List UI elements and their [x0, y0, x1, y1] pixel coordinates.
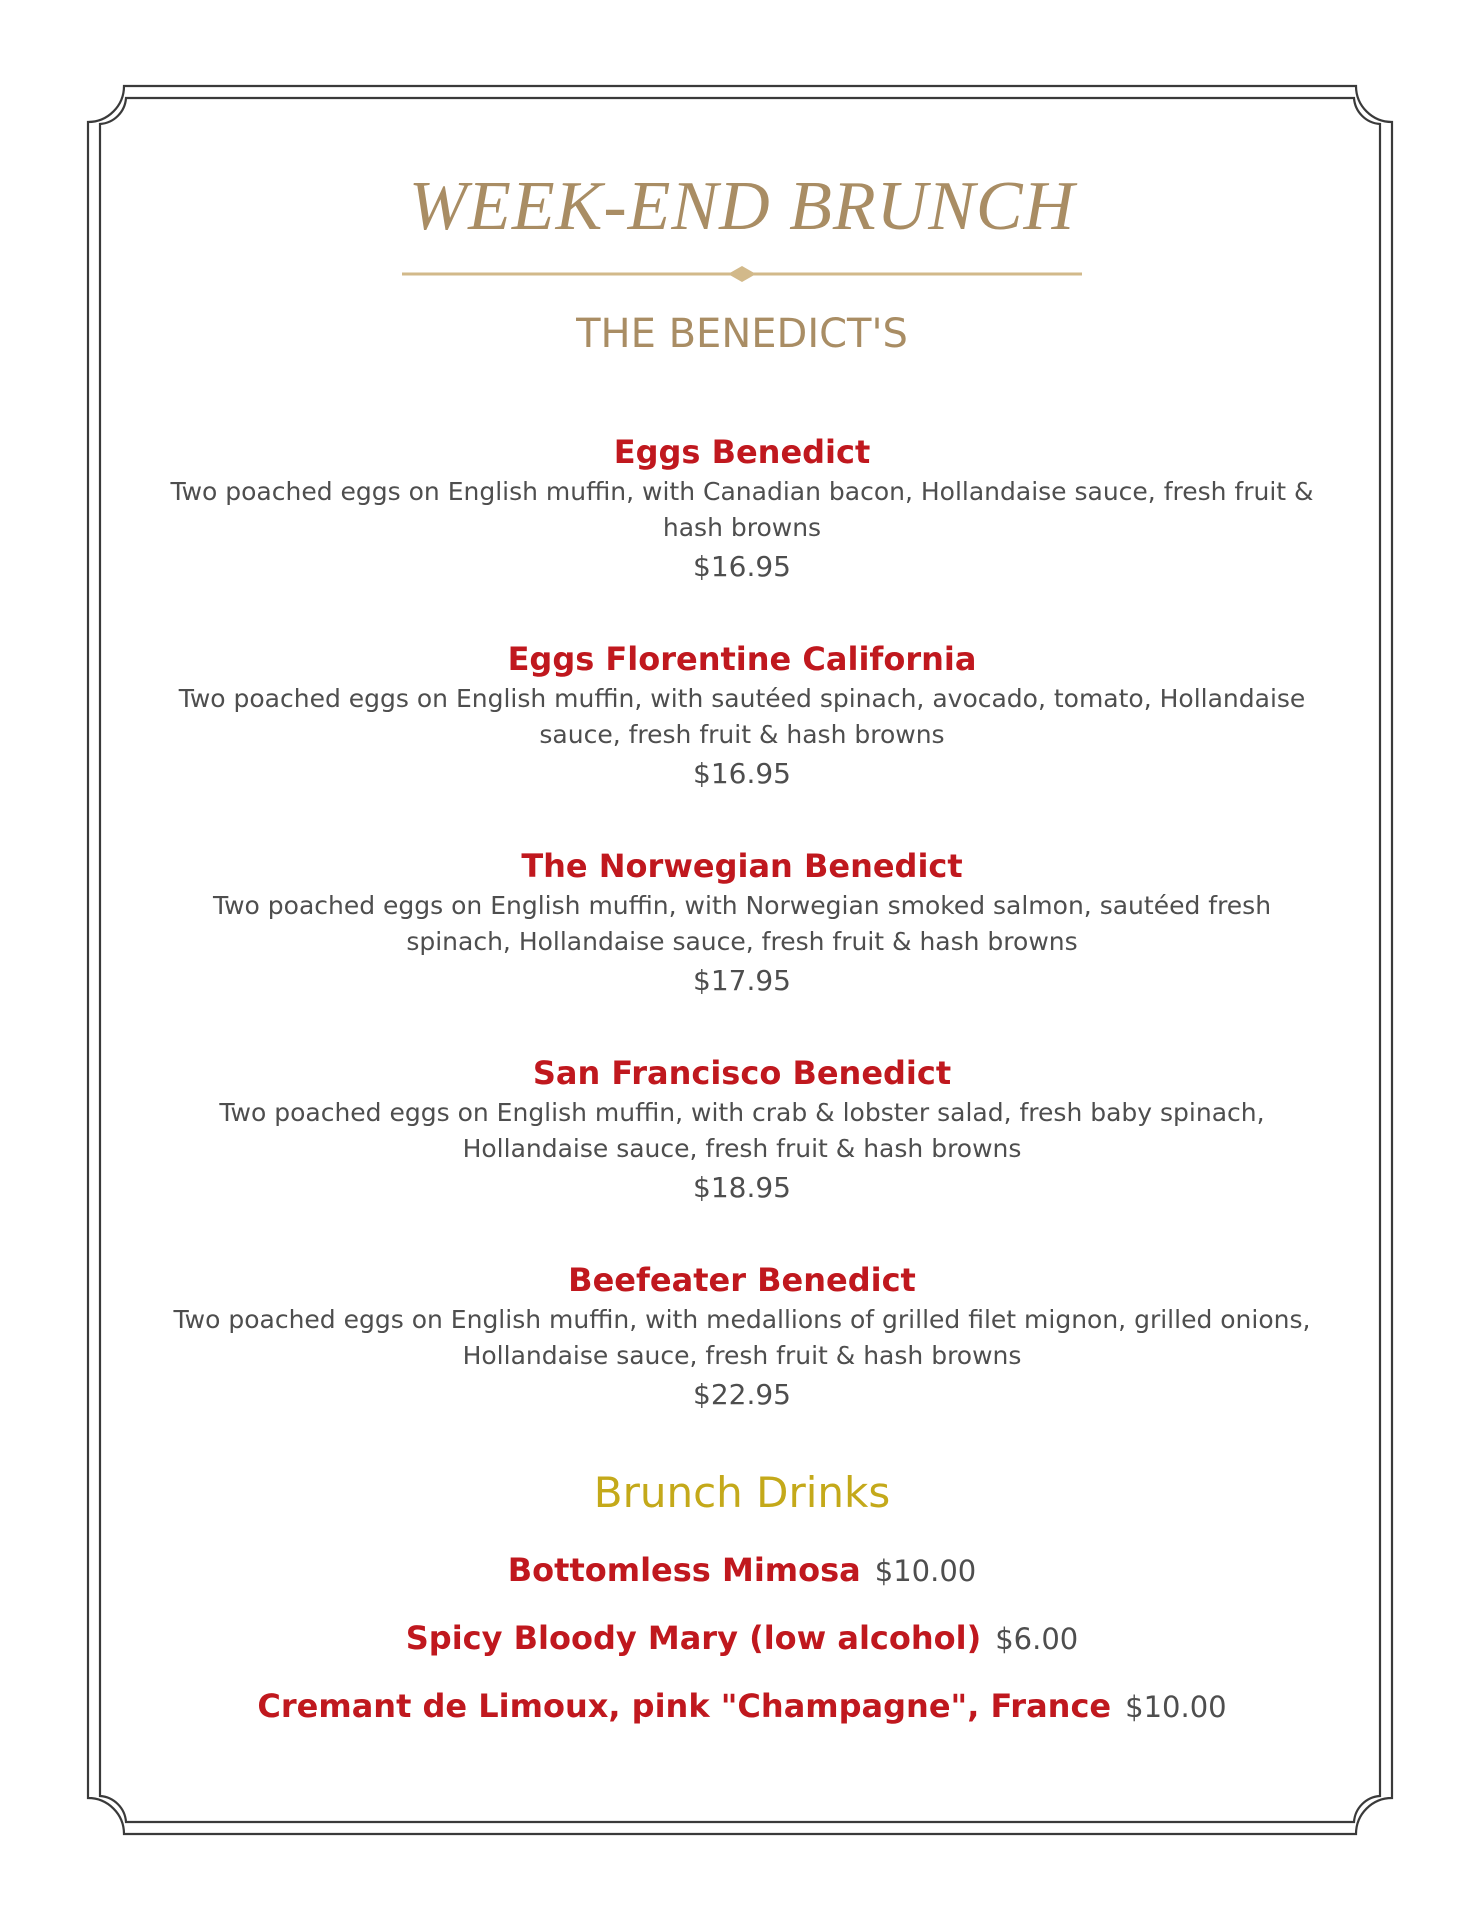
- menu-item-price: $18.95: [693, 1171, 791, 1204]
- menu-item: [170, 1051, 1314, 1208]
- menu-item-description: Two poached eggs on English muffin, with medallions of grilled filet mignon, grilled onions, Hollandaise sauce, fresh fruit & hash browns: [173, 1305, 1311, 1370]
- title-divider: [402, 262, 1082, 286]
- menu-item: [170, 1258, 1314, 1415]
- drink-item: [0, 1548, 1484, 1592]
- drink-item-price: $10.00: [874, 1554, 977, 1588]
- menu-item-description: Two poached eggs on English muffin, with crab & lobster salad, fresh baby spinach, Hollandaise sauce, fresh fruit & hash browns: [219, 1098, 1265, 1163]
- menu-item-price: $16.95: [693, 550, 791, 583]
- menu-item-name: Eggs Benedict: [613, 433, 871, 471]
- menu-item: [170, 637, 1314, 794]
- menu-item: [170, 430, 1314, 587]
- menu-item-price: $22.95: [693, 1378, 791, 1411]
- menu-item-name: Eggs Florentine California: [507, 640, 977, 678]
- menu-item-description: Two poached eggs on English muffin, with sautéed spinach, avocado, tomato, Hollandaise sauce, fresh fruit & hash browns: [178, 684, 1306, 749]
- menu-title: WEEK-END BRUNCH: [408, 168, 1076, 245]
- section-heading-drinks: Brunch Drinks: [593, 1468, 891, 1517]
- menu-item-name: San Francisco Benedict: [532, 1054, 952, 1092]
- drink-item-price: $10.00: [1125, 1690, 1227, 1724]
- drink-item-name: Bottomless Mimosa: [507, 1551, 861, 1589]
- drink-item-name: Spicy Bloody Mary (low alcohol): [405, 1619, 982, 1657]
- menu-item-description: Two poached eggs on English muffin, with Norwegian smoked salmon, sautéed fresh spinach, Hollandaise sauce, fresh fruit & hash browns: [212, 891, 1272, 956]
- menu-item-name: Beefeater Benedict: [568, 1261, 916, 1299]
- menu-item-name: The Norwegian Benedict: [521, 847, 963, 885]
- section-heading-benedicts: THE BENEDICT'S: [576, 311, 908, 357]
- drink-item: [0, 1684, 1484, 1728]
- drink-item-price: $6.00: [995, 1622, 1079, 1656]
- drink-item: [0, 1616, 1484, 1660]
- menu-item-description: Two poached eggs on English muffin, with Canadian bacon, Hollandaise sauce, fresh fruit & hash browns: [170, 477, 1314, 542]
- drink-item-name: Cremant de Limoux, pink "Champagne", France: [257, 1687, 1112, 1725]
- menu-item-price: $17.95: [693, 964, 791, 997]
- menu-item-price: $16.95: [693, 757, 791, 790]
- menu-item: [170, 844, 1314, 1001]
